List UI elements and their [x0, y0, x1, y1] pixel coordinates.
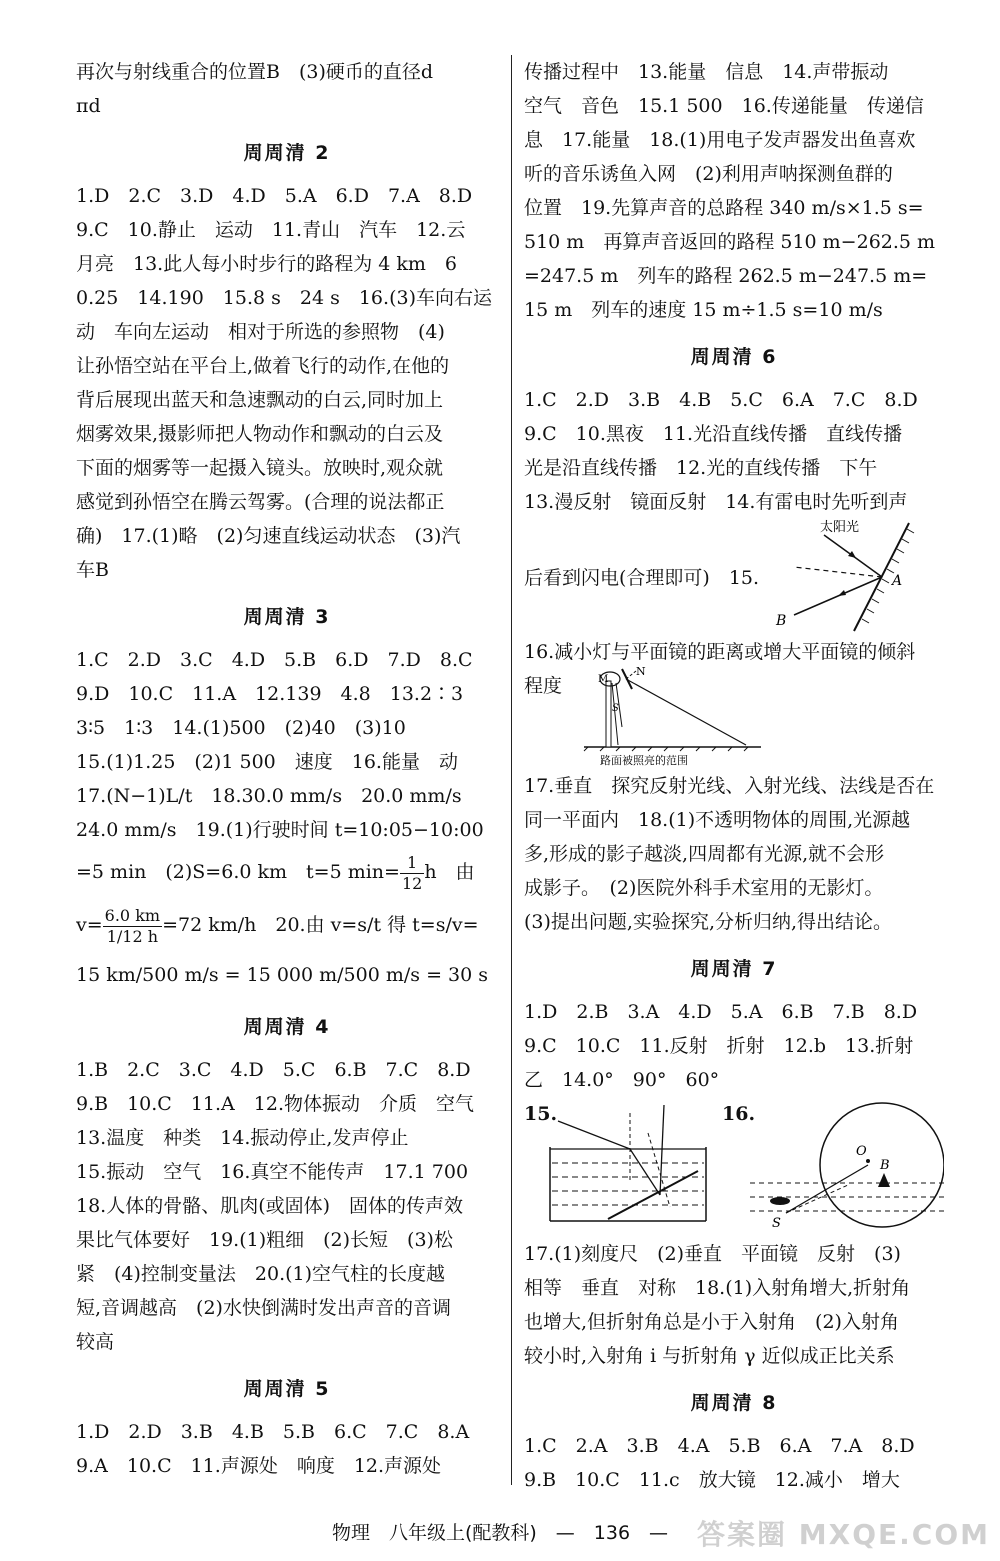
answer-line: 传播过程中 13.能量 信息 14.声带振动: [524, 61, 889, 83]
answer-line: 9.C 10.黑夜 11.光沿直线传播 直线传播: [524, 423, 903, 445]
answer-line: 15.(1)1.25 (2)1 500 速度 16.能量 动: [76, 751, 458, 773]
figure-label: 15.: [524, 1103, 558, 1125]
center-point: [866, 1159, 870, 1163]
equation-text: h 由: [424, 861, 475, 883]
answer-line: 感觉到孙悟空在腾云驾雾。(合理的说法都正: [76, 491, 445, 513]
answer-line: 成影子。 (2)医院外科手术室用的无影灯。: [524, 877, 884, 899]
section-title-week5: 周周清 5: [243, 1378, 331, 1400]
column-divider: [511, 55, 512, 1485]
equation-text: =72 km/h 20.由 v=s/t 得 t=s/v=: [162, 914, 479, 936]
answer-line: 后看到闪电(合理即可) 15.: [524, 567, 760, 589]
answer-line: 息 17.能量 18.(1)用电子发声器发出鱼喜欢: [524, 129, 916, 151]
answer-line: 15.振动 空气 16.真空不能传声 17.1 700: [76, 1161, 469, 1183]
lamp-post: [606, 681, 611, 747]
equation-line: [76, 897, 498, 953]
answer-line: 果比气体要好 19.(1)粗细 (2)长短 (3)松: [76, 1229, 453, 1251]
section-title-week6: 周周清 6: [690, 346, 778, 368]
normal-line: [626, 671, 636, 679]
answer-line: 再次与射线重合的位置B (3)硬币的直径d: [76, 61, 434, 83]
answer-line: 听的音乐诱鱼入网 (2)利用声呐探测鱼群的: [524, 163, 893, 185]
normal-label: N: [636, 667, 646, 678]
answer-line: πd: [76, 95, 101, 117]
answer-line: 乙 14.0° 90° 60°: [524, 1069, 720, 1091]
answer-line: 17.垂直 探究反射光线、入射光线、法线是否在: [524, 775, 935, 797]
fraction-denominator: 12: [401, 873, 423, 893]
answer-line: 紧 (4)控制变量法 20.(1)空气柱的长度越: [76, 1263, 446, 1285]
answer-line: 月亮 13.此人每小时步行的路程为 4 km 6: [76, 253, 458, 275]
figure-row-reflection: [524, 519, 944, 635]
answer-line: 程度: [524, 675, 563, 697]
point-a-label: A: [892, 573, 903, 589]
answer-line: 9.C 10.静止 运动 11.青山 汽车 12.云: [76, 219, 466, 241]
equation-text: =5 min (2)S=6.0 km t=5 min=: [76, 861, 400, 883]
lamp-mirror-diagram: [576, 667, 766, 771]
fraction: [103, 906, 162, 947]
answer-line: (3)提出问题,实验探究,分析归纳,得出结论。: [524, 911, 893, 933]
reflection-diagram: [774, 519, 944, 635]
answer-line: 较小时,入射角 i 与折射角 γ 近似成正比关系: [524, 1345, 895, 1367]
section-title-week4: 周周清 4: [243, 1016, 331, 1038]
arrow-icon: [848, 551, 856, 558]
section-title-week8: 周周清 8: [690, 1392, 778, 1414]
answer-line: 9.B 10.C 11.c 放大镜 12.减小 增大: [524, 1469, 900, 1491]
point-b-label: B: [880, 1158, 890, 1173]
answer-line: 1.D 2.D 3.B 4.B 5.B 6.C 7.C 8.A: [76, 1421, 470, 1443]
answer-line: 多,形成的影子越淡,四周都有光源,就不会形: [524, 843, 885, 865]
answer-line: 下面的烟雾等一起摄入镜头。放映时,观众就: [76, 457, 444, 479]
answer-line: 9.B 10.C 11.A 12.物体振动 介质 空气: [76, 1093, 474, 1115]
fraction-denominator: 1/12 h: [106, 926, 159, 946]
equation-text: v=: [76, 914, 103, 936]
incident-ray: [558, 1121, 630, 1149]
answer-line: 18.人体的骨骼、肌肉(或固体) 固体的传声效: [76, 1195, 464, 1217]
refracted-ray: [630, 1149, 660, 1195]
page-footer: 物理 八年级上(配教科) — 136 —: [331, 1522, 669, 1544]
answer-line: 9.A 10.C 11.声源处 响度 12.声源处: [76, 1455, 442, 1477]
answer-line: 背后展现出蓝天和急速飘动的白云,同时加上: [76, 389, 444, 411]
light-ray: [786, 1165, 868, 1213]
answer-line: 3∶5 1∶3 14.(1)500 (2)40 (3)10: [76, 717, 406, 739]
normal-line: [794, 567, 882, 577]
answer-line: 510 m 再算声音返回的路程 510 m−262.5 m: [524, 231, 936, 253]
answer-line: 1.C 2.D 3.B 4.B 5.C 6.A 7.C 8.D: [524, 389, 918, 411]
section-title-week3: 周周清 3: [243, 606, 331, 628]
fish-bowl-diagram: [750, 1101, 944, 1235]
figure-label: 16.: [722, 1103, 756, 1125]
sunlight-label: 太阳光: [820, 520, 860, 535]
answer-line: 13.温度 种类 14.振动停止,发声停止: [76, 1127, 409, 1149]
fraction-numerator: 1: [400, 853, 424, 874]
answer-line: 1.D 2.B 3.A 4.D 5.A 6.B 7.B 8.D: [524, 1001, 918, 1023]
answer-line: 让孙悟空站在平台上,做着飞行的动作,在他的: [76, 355, 450, 377]
mirror-line: [608, 1171, 698, 1219]
mirror-label: M: [598, 674, 609, 685]
section-title-week7: 周周清 7: [690, 958, 778, 980]
reflected-ray: [626, 679, 746, 745]
answer-line: 光是沿直线传播 12.光的直线传播 下午: [524, 457, 878, 479]
answer-line: 1.C 2.D 3.C 4.D 5.B 6.D 7.D 8.C: [76, 649, 473, 671]
equation-line: [76, 847, 498, 897]
answer-line: 同一平面内 18.(1)不透明物体的周围,光源越: [524, 809, 911, 831]
figure-row-lamp: [524, 669, 944, 769]
fraction-numerator: 6.0 km: [104, 905, 161, 925]
answer-line: 1.B 2.C 3.C 4.D 5.C 6.B 7.C 8.D: [76, 1059, 471, 1081]
equation-line: 15 km/500 m/s = 15 000 m/500 m/s = 30 s: [76, 964, 488, 986]
answer-line: 动 车向左运动 相对于所选的参照物 (4): [76, 321, 445, 343]
answer-line: 车B: [76, 559, 109, 581]
answer-line: 确) 17.(1)略 (2)匀速直线运动状态 (3)汽: [76, 525, 461, 547]
answer-line: 16.减小灯与平面镜的距离或增大平面镜的倾斜: [524, 641, 916, 663]
answer-line: 也增大,但折射角总是小于入射角 (2)入射角: [524, 1311, 899, 1333]
answer-line: =247.5 m 列车的路程 262.5 m−247.5 m=: [524, 265, 928, 287]
road-caption: 路面被照亮的范围: [600, 754, 688, 767]
answer-line: 短,音调越高 (2)水快倒满时发出声音的音调: [76, 1297, 451, 1319]
answer-line: 15 m 列车的速度 15 m÷1.5 s=10 m/s: [524, 299, 883, 321]
answer-line: 0.25 14.190 15.8 s 24 s 16.(3)车向右运: [76, 287, 492, 309]
left-column: [76, 55, 498, 1483]
source-label: S: [772, 1216, 781, 1231]
object-figure: [878, 1173, 890, 1187]
answer-line: 13.漫反射 镜面反射 14.有雷电时先听到声: [524, 491, 908, 513]
right-column: [524, 55, 944, 1497]
answer-line: 24.0 mm/s 19.(1)行驶时间 t=10:05−10:00: [76, 819, 484, 841]
answer-line: 9.D 10.C 11.A 12.139 4.8 13.2∶3: [76, 683, 464, 705]
answer-line: 9.C 10.C 11.反射 折射 12.b 13.折射: [524, 1035, 914, 1057]
answer-line: 相等 垂直 对称 18.(1)入射角增大,折射角: [524, 1277, 911, 1299]
watermark-logo: 答案圈 MXQE.COM: [697, 1518, 990, 1551]
center-label: O: [856, 1144, 867, 1159]
answer-line: 1.D 2.C 3.D 4.D 5.A 6.D 7.A 8.D: [76, 185, 473, 207]
answer-line: 17.(1)刻度尺 (2)垂直 平面镜 反射 (3): [524, 1243, 901, 1265]
answer-line: 17.(N−1)L/t 18.30.0 mm/s 20.0 mm/s: [76, 785, 462, 807]
source-label: S: [612, 703, 619, 714]
fish-icon: [770, 1197, 790, 1205]
answer-line: 较高: [76, 1331, 115, 1353]
answer-line: 1.C 2.A 3.B 4.A 5.B 6.A 7.A 8.D: [524, 1435, 915, 1457]
refraction-tank-diagram: [548, 1103, 708, 1233]
answer-line: 空气 音色 15.1 500 16.传递能量 传递信: [524, 95, 924, 117]
arrow-icon: [838, 590, 846, 596]
fraction: [400, 853, 424, 894]
section-title-week2: 周周清 2: [243, 142, 331, 164]
figure-row-refraction: [524, 1097, 944, 1237]
answer-line: 位置 19.先算声音的总路程 340 m/s×1.5 s=: [524, 197, 924, 219]
answer-line: 烟雾效果,摄影师把人物动作和飘动的白云及: [76, 423, 444, 445]
point-b-label: B: [776, 613, 787, 629]
